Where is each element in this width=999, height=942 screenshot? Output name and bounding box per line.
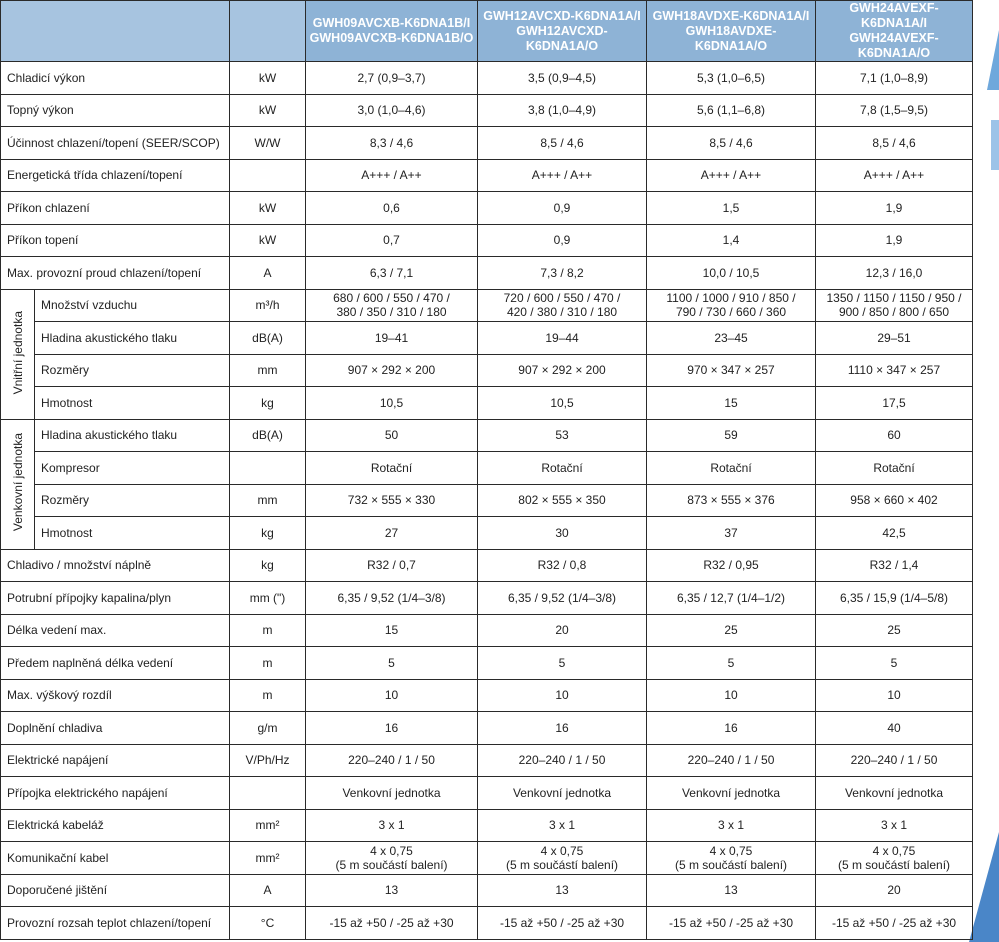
value-line: (5 m součástí balení) <box>837 857 951 872</box>
model-header: GWH18AVDXE-K6DNA1A/I GWH18AVDXE-K6DNA1A/O <box>647 1 816 62</box>
table-row <box>1 94 973 127</box>
table-row <box>1 874 973 907</box>
row-unit: m <box>230 647 306 680</box>
group-label: Vnitřní jednotka <box>10 310 25 395</box>
value-cell: 10 <box>478 679 647 712</box>
row-label: Topný výkon <box>1 94 230 127</box>
value-cell: 220–240 / 1 / 50 <box>478 744 647 777</box>
value-line: (5 m součástí balení) <box>674 857 788 872</box>
row-unit: kW <box>230 62 306 95</box>
row-label: Předem naplněná délka vedení <box>1 647 230 680</box>
row-unit: m³/h <box>230 289 306 322</box>
value-cell: 7,1 (1,0–8,9) <box>816 62 973 95</box>
value-cell: 42,5 <box>816 517 973 550</box>
value-cell: -15 až +50 / -25 až +30 <box>306 907 478 940</box>
row-unit <box>230 159 306 192</box>
table-row <box>1 62 973 95</box>
value-line: 900 / 850 / 800 / 650 <box>838 305 950 320</box>
value-cell: 6,3 / 7,1 <box>306 257 478 290</box>
value-cell: Rotační <box>816 452 973 485</box>
table-row <box>1 582 973 615</box>
row-label: Délka vedení max. <box>1 614 230 647</box>
value-cell: 23–45 <box>647 322 816 355</box>
row-unit: kW <box>230 94 306 127</box>
value-cell: 10 <box>306 679 478 712</box>
value-cell: 220–240 / 1 / 50 <box>647 744 816 777</box>
value-cell: 1,9 <box>816 192 973 225</box>
decor-corner-top <box>987 30 999 90</box>
value-cell: 17,5 <box>816 387 973 420</box>
row-unit: mm <box>230 354 306 387</box>
value-cell: 3 x 1 <box>647 809 816 842</box>
row-unit: mm <box>230 484 306 517</box>
value-cell: 907 × 292 × 200 <box>306 354 478 387</box>
value-cell: 10 <box>647 679 816 712</box>
value-cell: 13 <box>306 874 478 907</box>
header-row <box>1 1 973 62</box>
row-label: Kompresor <box>35 452 230 485</box>
value-cell: 25 <box>816 614 973 647</box>
value-cell: 1,5 <box>647 192 816 225</box>
row-label: Rozměry <box>35 484 230 517</box>
value-cell: 16 <box>306 712 478 745</box>
value-cell: 37 <box>647 517 816 550</box>
row-unit: kg <box>230 387 306 420</box>
value-line: 420 / 380 / 310 / 180 <box>506 305 618 320</box>
value-cell: 20 <box>478 614 647 647</box>
row-label: Max. výškový rozdíl <box>1 679 230 712</box>
value-cell: 0,6 <box>306 192 478 225</box>
value-cell <box>816 289 973 322</box>
value-cell: -15 až +50 / -25 až +30 <box>647 907 816 940</box>
value-cell: -15 až +50 / -25 až +30 <box>478 907 647 940</box>
value-cell <box>647 842 816 875</box>
table-row <box>1 224 973 257</box>
value-cell: Venkovní jednotka <box>816 777 973 810</box>
table-row <box>1 549 973 582</box>
value-cell: Venkovní jednotka <box>478 777 647 810</box>
row-unit <box>230 452 306 485</box>
row-unit: kg <box>230 517 306 550</box>
row-unit: kW <box>230 224 306 257</box>
value-cell: Rotační <box>478 452 647 485</box>
row-unit <box>230 777 306 810</box>
value-cell: 10,5 <box>306 387 478 420</box>
row-unit: kW <box>230 192 306 225</box>
value-cell <box>306 842 478 875</box>
value-cell: 25 <box>647 614 816 647</box>
value-cell: 59 <box>647 419 816 452</box>
row-unit: dB(A) <box>230 322 306 355</box>
table-row <box>1 484 973 517</box>
row-label: Energetická třída chlazení/topení <box>1 159 230 192</box>
value-cell: 6,35 / 12,7 (1/4–1/2) <box>647 582 816 615</box>
row-label: Chladivo / množství náplně <box>1 549 230 582</box>
value-line: 680 / 600 / 550 / 470 / <box>333 291 450 306</box>
row-label: Elektrická kabeláž <box>1 809 230 842</box>
table-row <box>1 517 973 550</box>
row-label: Komunikační kabel <box>1 842 230 875</box>
value-cell: 3,0 (1,0–4,6) <box>306 94 478 127</box>
value-cell: 8,3 / 4,6 <box>306 127 478 160</box>
value-cell: 30 <box>478 517 647 550</box>
row-label: Provozní rozsah teplot chlazení/topení <box>1 907 230 940</box>
value-cell: 6,35 / 9,52 (1/4–3/8) <box>306 582 478 615</box>
value-cell: 15 <box>306 614 478 647</box>
row-unit: g/m <box>230 712 306 745</box>
value-line: 1100 / 1000 / 910 / 850 / <box>666 291 796 306</box>
value-cell: 40 <box>816 712 973 745</box>
value-cell: 0,7 <box>306 224 478 257</box>
table-row <box>1 257 973 290</box>
value-line: 4 x 0,75 <box>540 843 584 858</box>
value-line: 1350 / 1150 / 1150 / 950 / <box>826 291 962 306</box>
value-line: 720 / 600 / 550 / 470 / <box>503 291 621 306</box>
value-cell: 802 × 555 × 350 <box>478 484 647 517</box>
value-cell: 10 <box>816 679 973 712</box>
table-row <box>1 712 973 745</box>
group-label: Venkovní jednotka <box>10 433 25 532</box>
value-cell: -15 až +50 / -25 až +30 <box>816 907 973 940</box>
row-unit: m <box>230 614 306 647</box>
value-cell <box>306 289 478 322</box>
header-blank <box>1 1 230 62</box>
value-cell: 53 <box>478 419 647 452</box>
row-label: Příkon chlazení <box>1 192 230 225</box>
row-unit: A <box>230 874 306 907</box>
value-cell: 13 <box>647 874 816 907</box>
value-cell: 16 <box>478 712 647 745</box>
table-row <box>1 452 973 485</box>
row-label: Elektrické napájení <box>1 744 230 777</box>
value-cell: 5 <box>306 647 478 680</box>
header-unit-blank <box>230 1 306 62</box>
row-unit: mm² <box>230 842 306 875</box>
value-cell: 20 <box>816 874 973 907</box>
table-row <box>1 322 973 355</box>
value-line: 4 x 0,75 <box>872 843 916 858</box>
value-cell: 8,5 / 4,6 <box>647 127 816 160</box>
value-line: 380 / 350 / 310 / 180 <box>336 305 447 320</box>
table-row <box>1 679 973 712</box>
value-cell: 0,9 <box>478 192 647 225</box>
row-label: Hmotnost <box>35 517 230 550</box>
value-cell: 50 <box>306 419 478 452</box>
row-unit: A <box>230 257 306 290</box>
value-cell: 5,6 (1,1–6,8) <box>647 94 816 127</box>
row-unit: m <box>230 679 306 712</box>
table-row <box>1 387 973 420</box>
value-cell: 15 <box>647 387 816 420</box>
table-row <box>1 127 973 160</box>
value-cell: 2,7 (0,9–3,7) <box>306 62 478 95</box>
table-row <box>1 289 973 322</box>
value-cell: R32 / 0,8 <box>478 549 647 582</box>
table-row <box>1 354 973 387</box>
value-cell: Venkovní jednotka <box>306 777 478 810</box>
group-indoor <box>1 289 35 419</box>
value-line: 790 / 730 / 660 / 360 <box>675 305 787 320</box>
value-cell: 1,4 <box>647 224 816 257</box>
decor-stripe <box>991 120 999 170</box>
value-line: (5 m součástí balení) <box>505 857 619 872</box>
row-label: Účinnost chlazení/topení (SEER/SCOP) <box>1 127 230 160</box>
value-cell: Rotační <box>647 452 816 485</box>
row-label: Max. provozní proud chlazení/topení <box>1 257 230 290</box>
value-cell: 958 × 660 × 402 <box>816 484 973 517</box>
table-row <box>1 907 973 940</box>
value-cell: 220–240 / 1 / 50 <box>816 744 973 777</box>
value-cell: 8,5 / 4,6 <box>816 127 973 160</box>
value-cell: 3 x 1 <box>816 809 973 842</box>
row-unit: W/W <box>230 127 306 160</box>
value-cell: 5 <box>816 647 973 680</box>
row-label: Množství vzduchu <box>35 289 230 322</box>
row-unit: mm (") <box>230 582 306 615</box>
value-cell: 16 <box>647 712 816 745</box>
row-label: Doplnění chladiva <box>1 712 230 745</box>
value-cell: 970 × 347 × 257 <box>647 354 816 387</box>
table-row <box>1 744 973 777</box>
value-cell: A+++ / A++ <box>647 159 816 192</box>
row-label: Potrubní přípojky kapalina/plyn <box>1 582 230 615</box>
table-row <box>1 159 973 192</box>
value-cell: 60 <box>816 419 973 452</box>
value-cell: 6,35 / 9,52 (1/4–3/8) <box>478 582 647 615</box>
row-label: Hmotnost <box>35 387 230 420</box>
value-cell: 3,5 (0,9–4,5) <box>478 62 647 95</box>
value-cell: 1,9 <box>816 224 973 257</box>
value-cell: A+++ / A++ <box>816 159 973 192</box>
row-unit: kg <box>230 549 306 582</box>
value-cell: 3 x 1 <box>306 809 478 842</box>
model-header: GWH24AVEXF-K6DNA1A/I GWH24AVEXF-K6DNA1A/O <box>816 1 973 62</box>
value-cell: 873 × 555 × 376 <box>647 484 816 517</box>
decor-corner-bottom <box>969 832 999 942</box>
value-cell: R32 / 1,4 <box>816 549 973 582</box>
value-cell <box>478 289 647 322</box>
row-unit: mm² <box>230 809 306 842</box>
model-header: GWH12AVCXD-K6DNA1A/I GWH12AVCXD-K6DNA1A/O <box>478 1 647 62</box>
value-cell: 1110 × 347 × 257 <box>816 354 973 387</box>
row-unit: dB(A) <box>230 419 306 452</box>
row-unit: °C <box>230 907 306 940</box>
value-cell: 10,0 / 10,5 <box>647 257 816 290</box>
value-cell: Rotační <box>306 452 478 485</box>
value-cell: A+++ / A++ <box>306 159 478 192</box>
value-cell: 27 <box>306 517 478 550</box>
value-cell: R32 / 0,95 <box>647 549 816 582</box>
row-label: Chladicí výkon <box>1 62 230 95</box>
value-cell: 19–41 <box>306 322 478 355</box>
value-cell <box>478 842 647 875</box>
value-cell: 7,3 / 8,2 <box>478 257 647 290</box>
row-label: Příkon topení <box>1 224 230 257</box>
row-label: Rozměry <box>35 354 230 387</box>
group-outdoor <box>1 419 35 549</box>
value-cell: 7,8 (1,5–9,5) <box>816 94 973 127</box>
model-header: GWH09AVCXB-K6DNA1B/I GWH09AVCXB-K6DNA1B/O <box>306 1 478 62</box>
value-cell: 5 <box>647 647 816 680</box>
table-row <box>1 777 973 810</box>
table-row <box>1 192 973 225</box>
value-cell: Venkovní jednotka <box>647 777 816 810</box>
value-cell: 0,9 <box>478 224 647 257</box>
table-row <box>1 809 973 842</box>
table-row <box>1 419 973 452</box>
value-cell: 12,3 / 16,0 <box>816 257 973 290</box>
value-cell: 5,3 (1,0–6,5) <box>647 62 816 95</box>
row-label: Doporučené jištění <box>1 874 230 907</box>
value-cell: A+++ / A++ <box>478 159 647 192</box>
value-cell: 220–240 / 1 / 50 <box>306 744 478 777</box>
value-cell <box>647 289 816 322</box>
value-cell <box>816 842 973 875</box>
value-cell: 5 <box>478 647 647 680</box>
value-cell: 13 <box>478 874 647 907</box>
value-cell: 3,8 (1,0–4,9) <box>478 94 647 127</box>
value-cell: 19–44 <box>478 322 647 355</box>
value-cell: 732 × 555 × 330 <box>306 484 478 517</box>
value-cell: 907 × 292 × 200 <box>478 354 647 387</box>
row-label: Hladina akustického tlaku <box>35 419 230 452</box>
table-row <box>1 614 973 647</box>
value-cell: 10,5 <box>478 387 647 420</box>
value-line: 4 x 0,75 <box>709 843 753 858</box>
value-cell: 29–51 <box>816 322 973 355</box>
value-line: (5 m součástí balení) <box>335 857 448 872</box>
row-unit: V/Ph/Hz <box>230 744 306 777</box>
value-cell: R32 / 0,7 <box>306 549 478 582</box>
value-line: 4 x 0,75 <box>370 843 413 858</box>
table-row <box>1 647 973 680</box>
row-label: Hladina akustického tlaku <box>35 322 230 355</box>
value-cell: 6,35 / 15,9 (1/4–5/8) <box>816 582 973 615</box>
row-label: Přípojka elektrického napájení <box>1 777 230 810</box>
table-row <box>1 842 973 875</box>
value-cell: 3 x 1 <box>478 809 647 842</box>
value-cell: 8,5 / 4,6 <box>478 127 647 160</box>
